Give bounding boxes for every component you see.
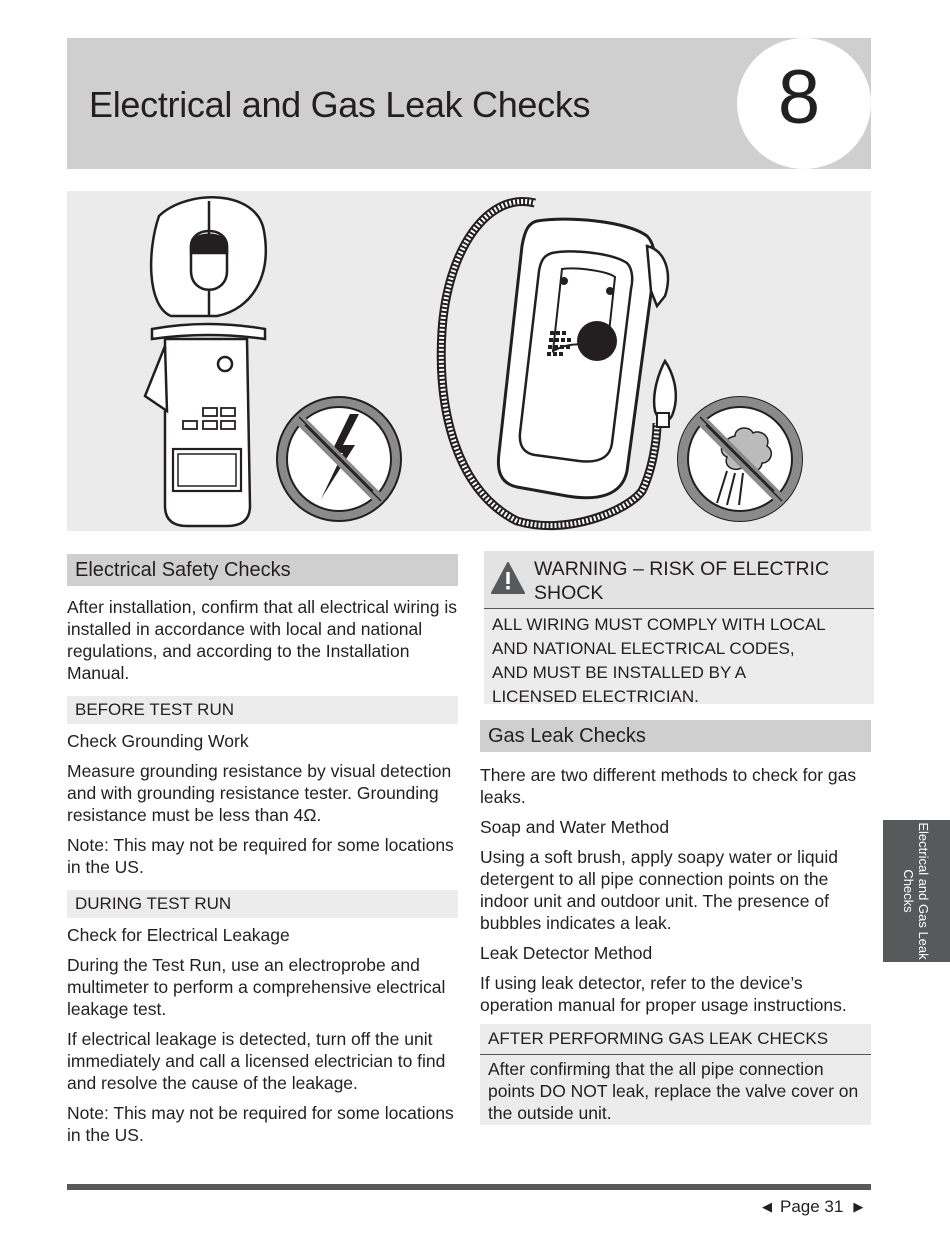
during-test-run-heading: DURING TEST RUN (67, 890, 458, 918)
page-title: Electrical and Gas Leak Checks (89, 84, 591, 125)
clamp-meter-icon (145, 197, 266, 526)
gas-leak-heading: Gas Leak Checks (480, 720, 871, 752)
chapter-number: 8 (777, 55, 821, 140)
warning-title: WARNING – RISK OF ELECTRIC SHOCK (534, 558, 830, 604)
leakage-text-1: During the Test Run, use an electroprobe and multimeter to perform a comprehensive electrical leakage test. (67, 955, 446, 1019)
warning-header (484, 551, 874, 609)
gas-intro: There are two different methods to check for gas leaks. (480, 765, 857, 807)
electrical-intro: After installation, confirm that all electrical wiring is installed in accordance with local and national regulations, and according to the Installation Manual. (67, 597, 458, 683)
leakage-text-2: If electrical leakage is detected, turn off the unit immediately and call a licensed electrician to find and resolve the cause of the leakage. (67, 1029, 446, 1093)
detector-method-label: Leak Detector Method (480, 943, 653, 963)
footer-rule (67, 1184, 871, 1190)
before-test-run-heading: BEFORE TEST RUN (67, 696, 458, 724)
illustration-panel (67, 191, 871, 531)
next-page-icon[interactable]: ▶ (853, 1199, 864, 1214)
after-gas-check-heading: AFTER PERFORMING GAS LEAK CHECKS (480, 1024, 871, 1055)
electrical-safety-section (67, 554, 458, 1146)
soap-method-label: Soap and Water Method (480, 817, 670, 837)
after-gas-check-box (480, 1024, 871, 1125)
electrical-safety-heading: Electrical Safety Checks (67, 554, 458, 586)
grounding-label: Check Grounding Work (67, 731, 249, 751)
chapter-badge (737, 38, 871, 169)
warning-box (484, 551, 874, 704)
page-navigation (762, 1196, 863, 1218)
leakage-label: Check for Electrical Leakage (67, 925, 290, 945)
no-gas-leak-icon (678, 397, 802, 521)
previous-page-icon[interactable]: ◀ (762, 1199, 772, 1214)
detector-method-text: If using leak detector, refer to the device’s operation manual for proper usage instructions. (480, 973, 847, 1015)
soap-method-text: Using a soft brush, apply soapy water or liquid detergent to all pipe connection points on the indoor unit and outdoor unit. The presence of bubbles indicates a leak. (480, 847, 838, 933)
gas-leak-section (480, 720, 871, 1016)
chapter-side-tab[interactable] (883, 820, 950, 962)
side-tab-label: Electrical and Gas Leak Checks (901, 822, 931, 960)
warning-triangle-icon (490, 561, 526, 595)
page-number: Page 31 (780, 1197, 844, 1216)
chapter-header (67, 38, 871, 169)
before-note: Note: This may not be required for some locations in the US. (67, 835, 454, 877)
gas-detector-icon (441, 201, 676, 525)
warning-body: ALL WIRING MUST COMPLY WITH LOCAL AND NATIONAL ELECTRICAL CODES, AND MUST BE INSTALLED BY A LICENSED ELECTRICIAN. (492, 615, 826, 706)
no-electricity-icon (277, 397, 401, 521)
during-note: Note: This may not be required for some locations in the US. (67, 1103, 454, 1145)
after-gas-check-text: After confirming that the all pipe connection points DO NOT leak, replace the valve cover on the outside unit. (488, 1059, 859, 1123)
grounding-text: Measure grounding resistance by visual detection and with grounding resistance tester. Grounding resistance must be less than 4Ω. (67, 761, 452, 825)
